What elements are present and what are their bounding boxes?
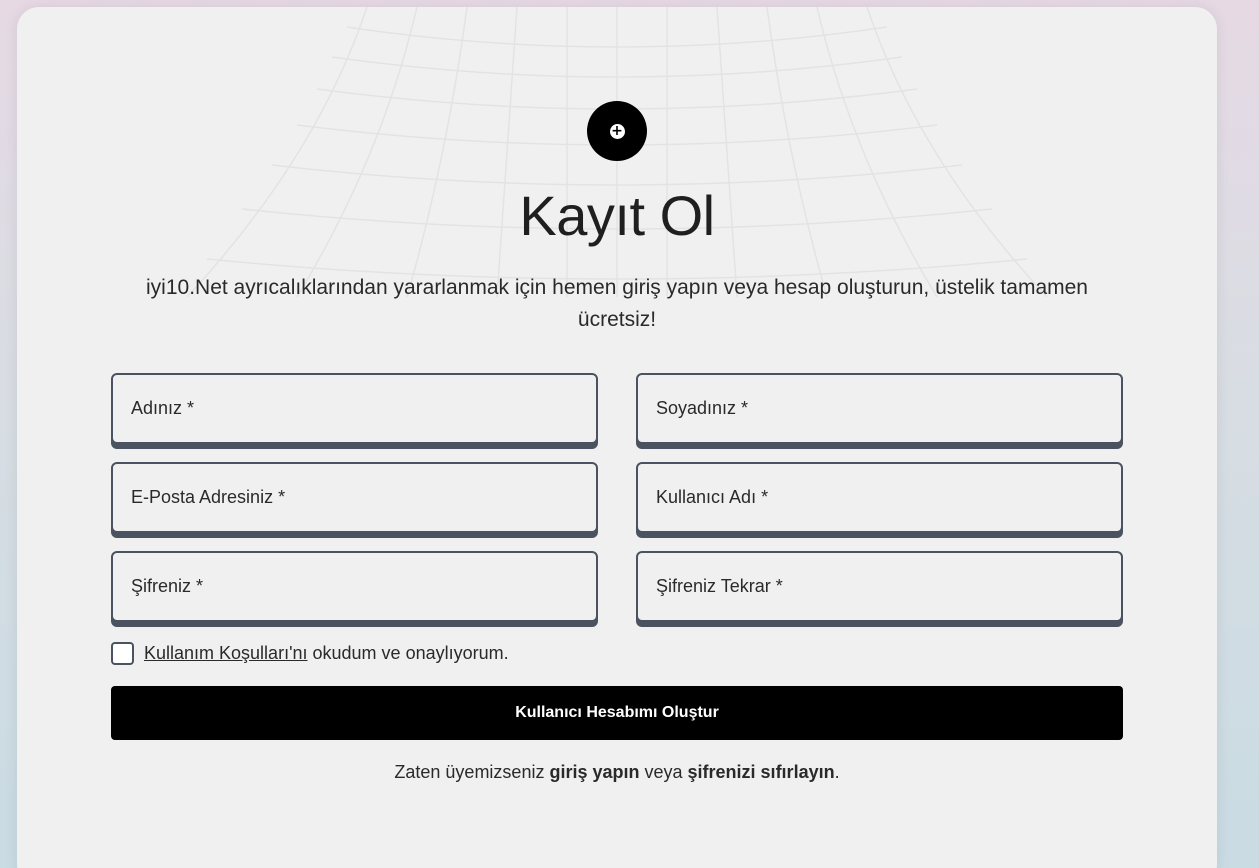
terms-link[interactable]: Kullanım Koşulları'nı xyxy=(144,643,308,663)
password-repeat-input[interactable] xyxy=(656,553,1121,620)
page-title: Kayıt Ol xyxy=(519,184,715,247)
email-input[interactable] xyxy=(131,464,596,531)
footer-text xyxy=(17,762,1217,783)
footer-prefix: Zaten üyemizseniz xyxy=(394,762,550,782)
footer-middle: veya xyxy=(639,762,688,782)
terms-text: okudum ve onaylıyorum. xyxy=(307,643,509,663)
reset-password-link[interactable]: şifrenizi sıfırlayın xyxy=(687,762,835,782)
create-account-button[interactable]: Kullanıcı Hesabımı Oluştur xyxy=(111,686,1123,740)
password-input[interactable] xyxy=(131,553,596,620)
first-name-field[interactable] xyxy=(111,373,598,444)
password-field[interactable] xyxy=(111,551,598,622)
footer-suffix: . xyxy=(834,762,840,782)
plus-circle-icon: + xyxy=(611,122,623,139)
password-repeat-field[interactable] xyxy=(636,551,1123,622)
login-link[interactable]: giriş yapın xyxy=(549,762,640,782)
email-field[interactable] xyxy=(111,462,598,533)
username-input[interactable] xyxy=(656,464,1121,531)
register-card xyxy=(17,7,1217,868)
logo xyxy=(587,101,647,161)
last-name-field[interactable] xyxy=(636,373,1123,444)
terms-row xyxy=(111,642,509,665)
terms-checkbox[interactable] xyxy=(111,642,134,665)
last-name-input[interactable] xyxy=(656,375,1121,442)
page-subtitle: iyi10.Net ayrıcalıklarından yararlanmak için hemen giriş yapın veya hesap oluşturun, üstelik tamamen ücretsiz! xyxy=(146,276,1088,331)
first-name-input[interactable] xyxy=(131,375,596,442)
username-field[interactable] xyxy=(636,462,1123,533)
